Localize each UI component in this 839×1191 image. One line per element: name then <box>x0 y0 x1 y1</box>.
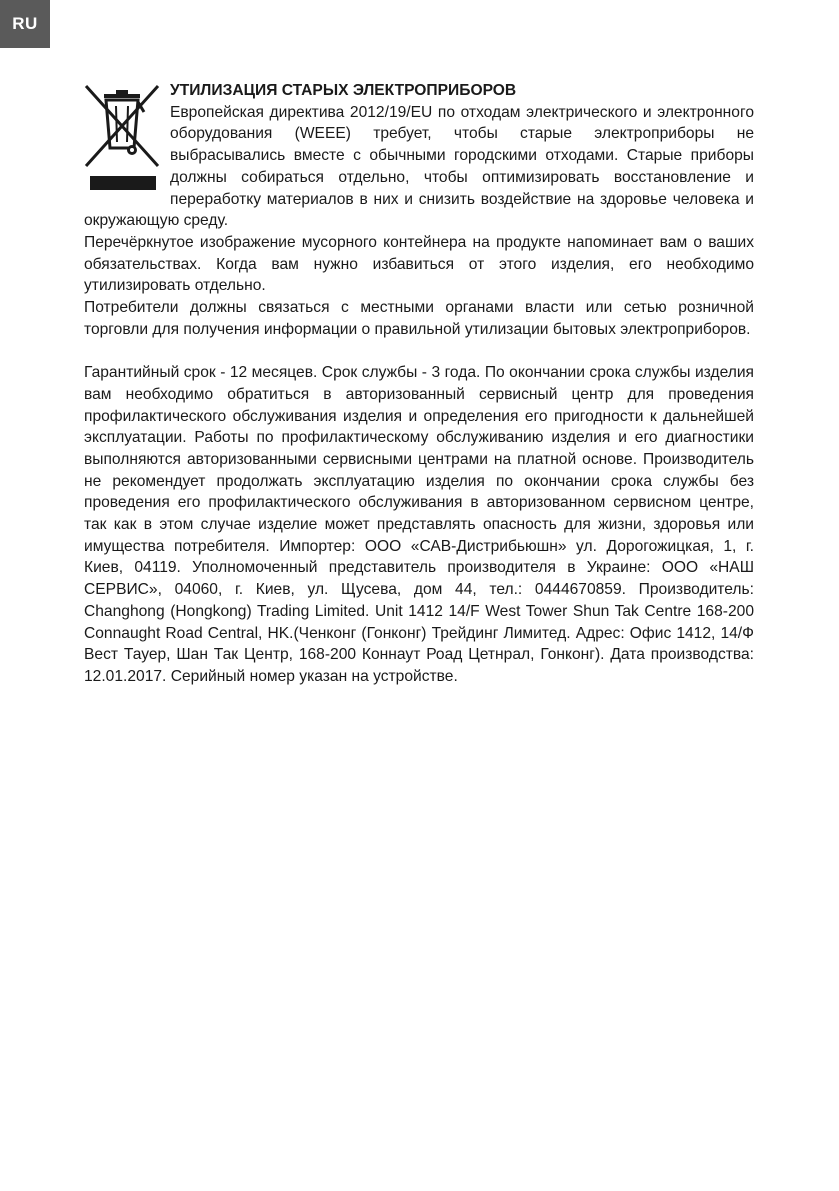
section-heading: УТИЛИЗАЦИЯ СТАРЫХ ЭЛЕКТРОПРИБОРОВ <box>170 82 517 99</box>
warranty-paragraph: Гарантийный срок - 12 месяцев. Срок службы - 3 года. По окончании срока службы изделия вам необходимо обратиться в авторизованный сервисный центр для проведения профилактического обслуживания изделия и определения его пригодности к дальнейшей эксплуатации. Работы по профилактическому обслуживанию изделия и его диагностики выполняются авторизованными сервисными центрами на платной основе. Производитель не рекомендует продолжать эксплуатацию изделия по окончании срока службы без проведения его профилактического обслуживания в авторизованном сервисном центре, так как в этом случае изделие может представлять опасность для жизни, здоровья или имущества потребителя. Импортер: ООО «САВ-Дистрибьюшн» ул. Дорогожицкая, 1, г. Киев, 04119. Уполномоченный представитель производителя в Украине: ООО «НАШ СЕРВИС», 04060, г. Киев, ул. Щусева, дом 44, тел.: 0444670859. Производитель: Changhong (Hongkong) Trading Limited. Unit 1412 14/F West Tower Shun Tak Centre 168-200 Connaught Road Central, HK.(Ченконг (Гонконг) Трейдинг Лимитед. Адрес: Офис 1412, 14/Ф Вест Тауер, Шан Так Центр, 168-200 Коннаут Роад Цетнрал, Гонконг). Дата производства: 12.01.2017. Серийный номер указан на устройстве. <box>84 364 754 685</box>
disposal-reminder-paragraph: Перечёркнутое изображение мусорного контейнера на продукте напоминает вам о ваших обязательствах. Когда вам нужно избавиться от этого изделия, его необходимо утилизировать отдельно. <box>84 233 754 295</box>
language-tab: RU <box>0 0 50 48</box>
disposal-intro-paragraph: Европейская директива 2012/19/EU по отходам электрического и электронного оборудования (WEEE) требует, чтобы старые электроприборы не выбрасывались вместе с обычными городскими отходами. Старые приборы должны собираться отдельно, чтобы оптимизировать восстановление и переработку материалов в них и снизить воздействие на здоровье человека и окружающую среду. <box>84 103 754 230</box>
disposal-consumers-paragraph: Потребители должны связаться с местными органами власти или сетью розничной торговли для получения информации о правильной утилизации бытовых электроприборов. <box>84 299 754 338</box>
document-body <box>84 80 754 688</box>
weee-icon <box>84 82 162 194</box>
